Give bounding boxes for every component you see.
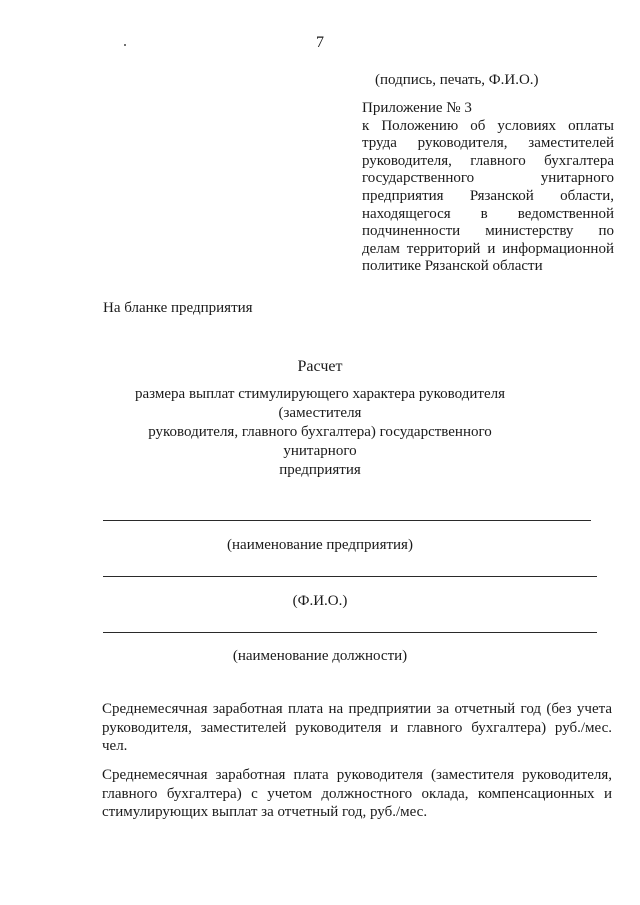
enterprise-name-caption: (наименование предприятия) xyxy=(227,537,413,553)
position-line xyxy=(103,632,597,633)
paragraph-average-salary-enterprise xyxy=(102,700,612,756)
paragraph-line: Среднемесячная заработная плата на предприятии за отчетный год (без учета xyxy=(102,701,612,717)
appendix-line: предприятия Рязанской области, xyxy=(362,187,614,204)
appendix-line: к Положению об условиях оплаты xyxy=(362,117,614,134)
document-title: Расчет xyxy=(297,358,343,375)
enterprise-name-line xyxy=(103,520,591,521)
subtitle-line: предприятия xyxy=(279,462,361,478)
page-number: 7 xyxy=(316,34,324,51)
full-name-caption: (Ф.И.О.) xyxy=(292,593,348,609)
appendix-line: государственного унитарного xyxy=(362,170,614,187)
appendix-block xyxy=(362,100,614,276)
appendix-line: политике Рязанской области xyxy=(362,258,543,275)
paragraph-line: главного бухгалтера) с учетом должностного оклада, компенсационных и xyxy=(102,785,612,802)
document-subtitle xyxy=(110,385,530,480)
appendix-line: находящегося в ведомственной xyxy=(362,205,614,222)
paragraph-line: Среднемесячная заработная плата руководителя (заместителя руководителя, xyxy=(102,767,612,783)
subtitle-line: руководителя, главного бухгалтера) государственного унитарного xyxy=(148,424,492,459)
full-name-line xyxy=(103,576,597,577)
appendix-line: руководителя, главного бухгалтера xyxy=(362,152,614,169)
paragraph-line: чел. xyxy=(102,738,128,755)
paragraph-line: стимулирующих выплат за отчетный год, руб./мес. xyxy=(102,804,428,821)
signature-caption: (подпись, печать, Ф.И.О.) xyxy=(375,72,539,88)
subtitle-line: размера выплат стимулирующего характера руководителя (заместителя xyxy=(135,386,505,421)
paragraph-average-salary-head xyxy=(102,766,612,822)
appendix-line: подчиненности министерству по xyxy=(362,223,614,240)
appendix-title: Приложение № 3 xyxy=(362,100,472,116)
letterhead-note: На бланке предприятия xyxy=(103,300,253,316)
position-caption: (наименование должности) xyxy=(232,648,408,664)
appendix-line: труда руководителя, заместителей xyxy=(362,135,614,152)
appendix-line: делам территорий и информационной xyxy=(362,240,614,257)
paragraph-line: руководителя, заместителей руководителя и главного бухгалтера) руб./мес. xyxy=(102,719,612,736)
